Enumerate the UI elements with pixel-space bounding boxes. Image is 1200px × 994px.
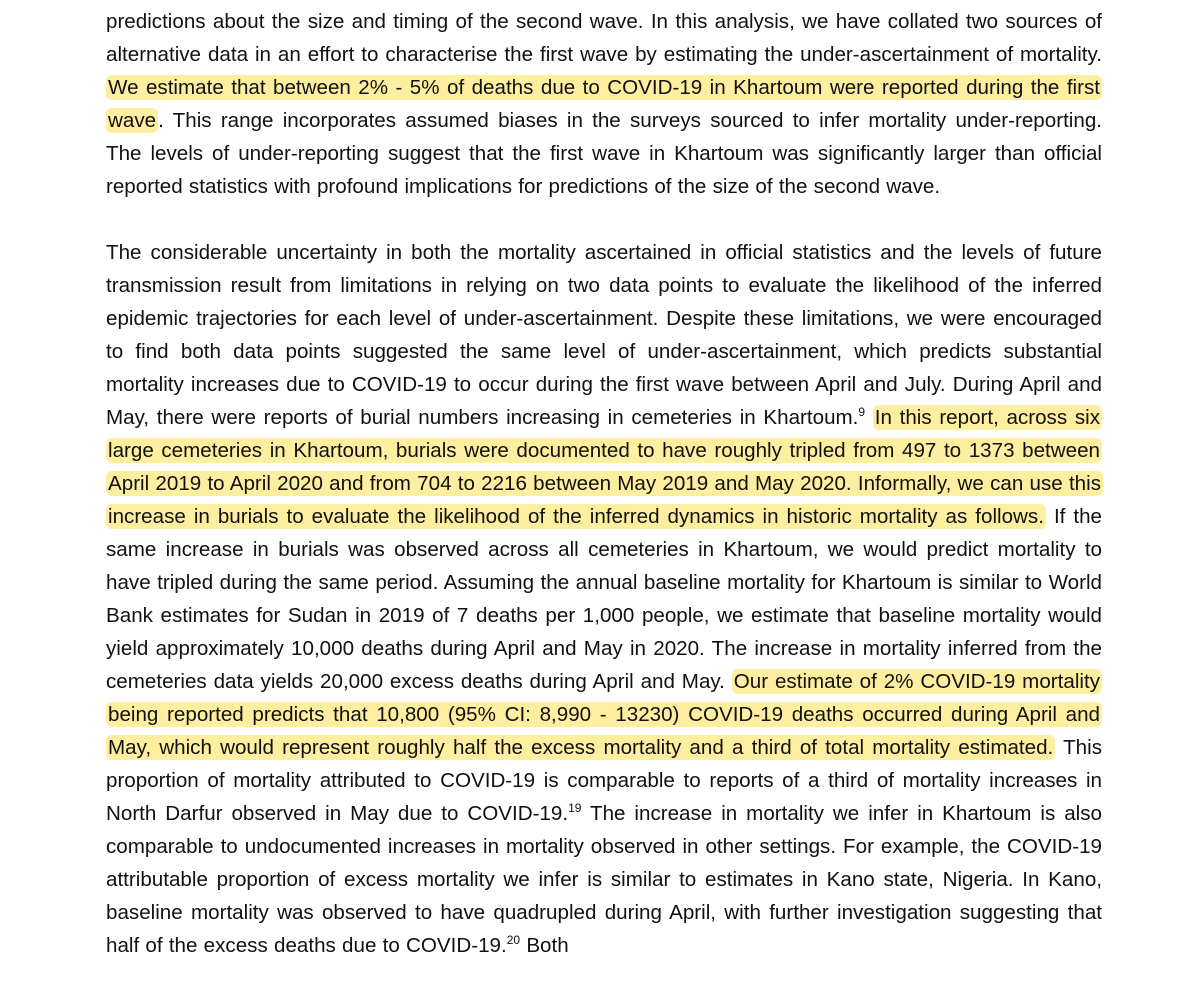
paragraph-text: If the same increase in burials was observed across all cemeteries in Khartoum, we would predict mortality to have tripled during the same period. Assuming the annual baseline mortality for Khartoum is similar to World Bank estimates for Sudan in 2019 of 7 deaths per 1,000 people, we estimate that baseline mortality would yield approximately 10,000 deaths during April and May in 2020. The increase in mortality inferred from the cemeteries data yields 20,000 excess deaths during April and May. — [106, 505, 1102, 693]
citation-reference: 19 — [568, 801, 582, 816]
paragraph-text: The considerable uncertainty in both the mortality ascertained in official statistics and the levels of future transmission result from limitations in relying on two data points to evaluate the likelihood of the inferred epidemic trajectories for each level of under-ascertainment. Despite these limitations, we were encouraged to find both data points suggested the same level of under-ascertainment, which predicts substantial mortality increases due to COVID-19 to occur during the first wave between April and July. During April and May, there were reports of burial numbers increasing in cemeteries in Khartoum. — [106, 241, 1102, 429]
citation-reference: 20 — [506, 933, 521, 948]
paragraph-uncertainty — [106, 236, 1102, 962]
paragraph-text: . This range incorporates assumed biases in the surveys sourced to infer mortality under-reporting. The levels of under-reporting suggest that the first wave in Khartoum was significantly larger than official reported statistics with profound implications for predictions of the size of the second wave. — [106, 109, 1102, 198]
paragraph-text: Both — [520, 934, 569, 957]
highlighted-text: Our estimate of 2% COVID-19 mortality being reported predicts that 10,800 (95% CI: 8,990 - 13230) COVID-19 deaths occurred during April and May, which would represent roughly half the excess mortality and a third of total mortality estimated. — [108, 670, 1100, 759]
highlighted-text: We estimate that between 2% - 5% of deaths due to COVID-19 in Khartoum were reported during the first wave — [108, 76, 1100, 132]
document-page — [106, 0, 1102, 962]
paragraph-text: This proportion of mortality attributed to COVID-19 is comparable to reports of a third of mortality increases in North Darfur observed in May due to COVID-19. — [106, 736, 1102, 825]
highlighted-text: In this report, across six large cemeteries in Khartoum, burials were documented to have roughly tripled from 497 to 1373 between April 2019 to April 2020 and from 704 to 2216 between May 2019 and May 2020. Informally, we can use this increase in burials to evaluate the likelihood of the inferred dynamics in historic mortality as follows. — [108, 406, 1101, 528]
paragraph-text: predictions about the size and timing of the second wave. In this analysis, we have collated two sources of alternative data in an effort to characterise the first wave by estimating the under-ascertainment of mortality. — [106, 10, 1102, 66]
paragraph-text: The increase in mortality we infer in Khartoum is also comparable to undocumented increases in mortality observed in other settings. For example, the COVID-19 attributable proportion of excess mortality we infer is similar to estimates in Kano state, Nigeria. In Kano, baseline mortality was observed to have quadrupled during April, with further investigation suggesting that half of the excess deaths due to COVID-19. — [106, 802, 1102, 957]
citation-reference: 9 — [858, 405, 866, 420]
paragraph-under-ascertainment — [106, 5, 1102, 203]
